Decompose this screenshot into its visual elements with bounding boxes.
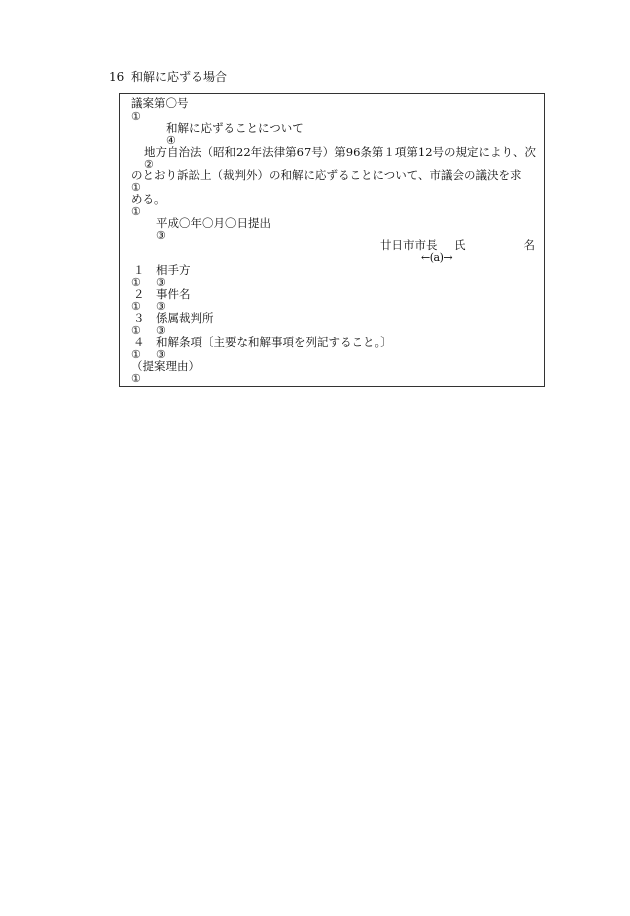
item-3-label: 係属裁判所: [156, 311, 214, 325]
spacing-marker-1: ①: [131, 110, 141, 123]
spacing-marker-3: ③: [156, 348, 166, 361]
signature-title: 廿日市市長: [380, 238, 438, 252]
signature-block: [380, 237, 535, 251]
spacing-marker-3: ③: [156, 324, 166, 337]
item-1-label: 相手方: [156, 263, 191, 277]
item-1-number: １: [133, 263, 145, 277]
spacing-marker-3: ③: [156, 300, 166, 313]
spacing-marker-2: ②: [144, 158, 154, 171]
body-line-3: める。: [131, 192, 166, 206]
section-heading: [109, 68, 227, 85]
signature-name-part: 氏: [454, 238, 466, 252]
item-2-label: 事件名: [156, 287, 191, 301]
section-title: 和解に応ずる場合: [131, 70, 228, 84]
spacing-marker-1: ①: [131, 205, 141, 218]
item-3-number: ３: [133, 311, 145, 325]
spacing-marker-4: ④: [166, 134, 176, 147]
section-number: 16: [109, 70, 125, 84]
bill-number: 議案第〇号: [131, 96, 189, 110]
item-4-number: ４: [133, 335, 145, 349]
submission-date: 平成〇年〇月〇日提出: [156, 216, 271, 230]
body-line-1: 地方自治法（昭和22年法律第67号）第96条第１項第12号の規定により、次: [144, 145, 537, 159]
signature-mei-part: 名: [523, 238, 535, 252]
spacing-arrow-a: ←(a)→: [421, 251, 453, 264]
spacing-marker-1: ①: [131, 372, 141, 385]
spacing-marker-3: ③: [156, 229, 166, 242]
reason-heading: （提案理由）: [131, 359, 200, 373]
spacing-marker-1: ①: [131, 181, 141, 194]
spacing-marker-3: ③: [156, 276, 166, 289]
spacing-marker-1: ①: [131, 300, 141, 313]
spacing-marker-1: ①: [131, 324, 141, 337]
spacing-marker-1: ①: [131, 348, 141, 361]
spacing-marker-1: ①: [131, 276, 141, 289]
item-2-number: ２: [133, 287, 145, 301]
item-4-label: 和解条項〔主要な和解事項を列記すること。〕: [156, 335, 392, 349]
body-line-2: のとおり訴訟上（裁判外）の和解に応ずることについて、市議会の議決を求: [131, 168, 522, 182]
bill-title: 和解に応ずることについて: [166, 121, 304, 135]
